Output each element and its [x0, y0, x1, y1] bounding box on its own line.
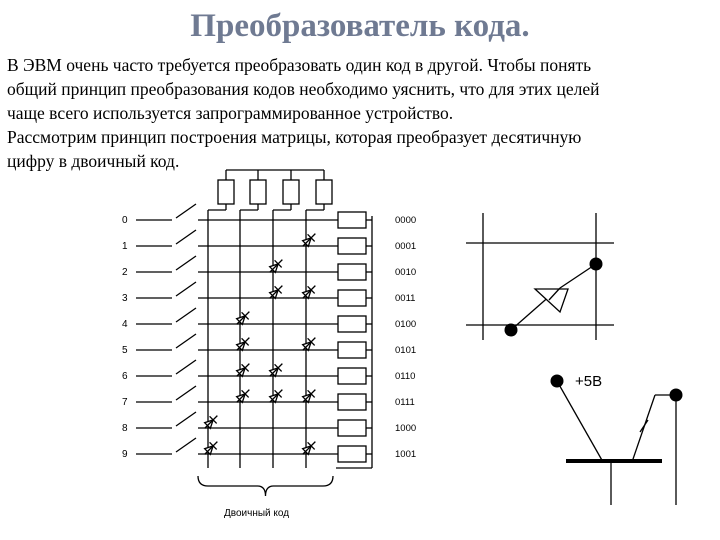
- input-switch: [176, 360, 196, 374]
- column-resistor: [283, 180, 299, 204]
- input-label: 9: [122, 449, 128, 460]
- row-resistor: [338, 290, 366, 306]
- output-code: 1000: [395, 423, 417, 434]
- input-switch: [176, 204, 196, 218]
- input-label: 6: [122, 371, 128, 382]
- intro-line: В ЭВМ очень часто требуется преобразовать один код в другой. Чтобы понять: [7, 55, 592, 75]
- input-switch: [176, 256, 196, 270]
- output-code: 0110: [395, 371, 416, 382]
- input-label: 7: [122, 397, 128, 408]
- row-resistor: [338, 446, 366, 462]
- detail-node: [505, 324, 518, 337]
- output-code: 1001: [395, 449, 417, 460]
- output-code: 0010: [395, 267, 417, 278]
- diode-mark: [299, 230, 319, 250]
- intro-line: чаще всего используется запрограммированное устройство.: [7, 103, 454, 123]
- diode-mark: [266, 256, 286, 276]
- switch-lead: [557, 381, 603, 462]
- input-switch: [176, 230, 196, 244]
- row-resistor: [338, 212, 366, 228]
- input-switch: [176, 412, 196, 426]
- row-resistor: [338, 342, 366, 358]
- bus-bar: [566, 459, 662, 463]
- supply-node: [551, 375, 564, 388]
- input-label: 5: [122, 345, 128, 356]
- output-code: 0101: [395, 345, 417, 356]
- output-code: 0001: [395, 241, 417, 252]
- input-label: 1: [122, 241, 128, 252]
- diode-mark: [201, 438, 221, 458]
- diode-mark: [233, 308, 253, 328]
- matrix-wiring: [136, 170, 372, 496]
- output-brace: [198, 476, 333, 496]
- output-code: 0000: [395, 215, 417, 226]
- intro-line: общий принцип преобразования кодов необходимо уяснить, что для этих целей: [7, 79, 600, 99]
- diode-mark: [299, 282, 319, 302]
- supply-label: +5В: [575, 373, 603, 390]
- diode-mark: [233, 334, 253, 354]
- diode-mark: [266, 282, 286, 302]
- input-label: 2: [122, 267, 128, 278]
- input-switch: [176, 308, 196, 322]
- diode-mark: [266, 386, 286, 406]
- output-code: 0111: [395, 397, 415, 408]
- switch-lead: [632, 395, 655, 462]
- switch-arrow: [640, 420, 648, 432]
- row-resistor: [338, 316, 366, 332]
- diode-mark: [233, 386, 253, 406]
- diode-mark: [299, 438, 319, 458]
- row-resistor: [338, 238, 366, 254]
- column-resistor: [316, 180, 332, 204]
- output-node: [670, 389, 683, 402]
- intro-line: Рассмотрим принцип построения матрицы, которая преобразует десятичную: [7, 127, 582, 147]
- row-resistor: [338, 420, 366, 436]
- output-code: 0011: [395, 293, 416, 304]
- diode-mark: [201, 412, 221, 432]
- input-switch: [176, 386, 196, 400]
- input-switch: [176, 438, 196, 452]
- detail-node: [590, 258, 603, 271]
- switch-detail: [557, 381, 676, 505]
- input-label: 0: [122, 215, 128, 226]
- input-switch: [176, 334, 196, 348]
- diode-symbol: [535, 289, 568, 312]
- column-resistor: [250, 180, 266, 204]
- diode-mark: [233, 360, 253, 380]
- row-resistor: [338, 368, 366, 384]
- output-code: 0100: [395, 319, 417, 330]
- row-resistor: [338, 394, 366, 410]
- row-resistor: [338, 264, 366, 280]
- diode-mark: [299, 386, 319, 406]
- intro-line: цифру в двоичный код.: [7, 151, 180, 171]
- diode-detail: [466, 213, 614, 340]
- input-label: 8: [122, 423, 128, 434]
- input-label: 3: [122, 293, 128, 304]
- diode-mark: [299, 334, 319, 354]
- column-resistor: [218, 180, 234, 204]
- brace-label: Двоичный код: [224, 508, 290, 519]
- diode-mark: [266, 360, 286, 380]
- input-switch: [176, 282, 196, 296]
- page-title: Преобразователь кода.: [190, 8, 530, 44]
- input-label: 4: [122, 319, 128, 330]
